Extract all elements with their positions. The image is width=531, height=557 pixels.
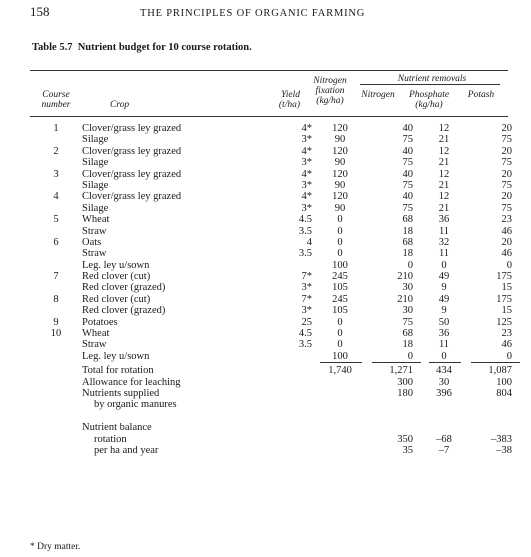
crop-cell: Wheat — [82, 328, 110, 340]
total-rule — [429, 362, 461, 363]
crop-cell: Clover/grass ley grazed — [82, 145, 182, 157]
phosphate-removal-cell: –7 — [438, 444, 450, 456]
nitrogen-removal-cell: 210 — [397, 293, 413, 305]
course-number-cell: 8 — [53, 293, 59, 305]
table-row — [30, 260, 520, 271]
phosphate-removal-cell: 0 — [441, 259, 447, 271]
nitrogen-fixation-cell: 0 — [337, 214, 343, 226]
table-row — [30, 248, 520, 259]
top-rule — [30, 70, 508, 71]
nitrogen-removal-cell: 30 — [402, 282, 413, 294]
crop-cell: Silage — [82, 134, 109, 146]
yield-cell: 4.5 — [298, 214, 312, 226]
yield-cell: 3* — [301, 282, 312, 294]
potash-removal-cell: 175 — [496, 293, 512, 305]
yield-cell: 3.5 — [298, 248, 312, 260]
nitrogen-removal-cell: 75 — [402, 316, 413, 328]
table-row — [30, 328, 520, 339]
course-number-cell — [30, 157, 82, 168]
crop-cell: Red clover (cut) — [82, 271, 151, 283]
table-row — [30, 339, 520, 350]
course-number-cell — [30, 248, 82, 259]
course-number-cell — [30, 434, 82, 445]
nitrogen-fixation-cell: 105 — [332, 282, 348, 294]
yield-cell: 4* — [301, 168, 312, 180]
course-number-cell — [30, 282, 82, 293]
nitrogen-removal-cell: 75 — [402, 157, 413, 169]
yield-cell: 3.5 — [298, 339, 312, 351]
course-number-cell — [30, 260, 82, 271]
table-row — [30, 169, 520, 180]
nitrogen-fixation-cell — [314, 422, 366, 433]
nitrogen-fixation-cell — [314, 388, 366, 399]
course-number-cell: 4 — [53, 191, 59, 203]
phosphate-removal-cell: 49 — [438, 293, 450, 305]
yield-cell: 7* — [301, 271, 312, 283]
nitrogen-fixation-cell: 120 — [332, 168, 348, 180]
potash-removal-cell: 804 — [496, 387, 512, 399]
phosphate-removal-cell: 12 — [438, 123, 450, 134]
nitrogen-fixation-cell: 90 — [334, 134, 346, 146]
table-row — [30, 203, 520, 214]
table-row — [30, 134, 520, 145]
crop-cell: Silage — [82, 202, 109, 214]
summary-label-cell: per ha and year — [94, 444, 159, 456]
potash-removal-cell: 75 — [501, 157, 512, 169]
nitrogen-removal-cell: 40 — [402, 123, 413, 134]
table-caption — [32, 42, 252, 53]
crop-cell: Silage — [82, 157, 109, 169]
header-crop: Crop — [110, 100, 130, 110]
summary-label-cell: Nutrients supplied — [82, 387, 160, 399]
crop-cell: Straw — [82, 225, 107, 237]
nitrogen-removal-cell: 18 — [402, 248, 413, 260]
footnote: * Dry matter. — [30, 542, 81, 552]
total-rule — [372, 362, 421, 363]
page-number: 158 — [30, 4, 50, 19]
nitrogen-removal-cell: 0 — [407, 350, 413, 362]
supplied-row-2 — [30, 399, 520, 410]
yield-cell — [264, 351, 314, 362]
nitrogen-removal-cell: 40 — [402, 145, 413, 157]
yield-cell — [264, 445, 314, 456]
nitrogen-removal-cell: 350 — [397, 433, 413, 445]
table-row — [30, 294, 520, 305]
nitrogen-fixation-cell — [314, 399, 366, 410]
nitrogen-removal-cell: 40 — [402, 168, 413, 180]
phosphate-removal-cell: 21 — [438, 202, 450, 214]
phosphate-removal-cell: 21 — [438, 179, 450, 191]
table-row — [30, 351, 520, 362]
course-number-cell — [30, 399, 82, 410]
header-phosphate: Phosphate (kg/ha) — [408, 90, 450, 110]
crop-cell: Red clover (grazed) — [82, 282, 166, 294]
nitrogen-fixation-cell: 0 — [337, 328, 343, 340]
course-number-cell — [30, 351, 82, 362]
table-row — [30, 157, 520, 168]
potash-removal-cell: –383 — [491, 433, 512, 445]
leaching-row — [30, 377, 520, 388]
phosphate-removal-cell: 9 — [441, 305, 447, 317]
caption-text: Nutrient budget for 10 course rotation. — [77, 42, 252, 53]
table-row — [30, 180, 520, 191]
potash-removal-cell: 75 — [501, 179, 512, 191]
course-number-cell — [30, 362, 82, 376]
potash-removal-cell: 23 — [501, 214, 512, 226]
nitrogen-fixation-cell — [314, 445, 366, 456]
phosphate-removal-cell: 36 — [438, 214, 450, 226]
header-rule — [30, 116, 508, 117]
header-nitrogen: Nitrogen — [361, 90, 395, 100]
nitrogen-fixation-cell — [314, 434, 366, 445]
crop-cell: Straw — [82, 248, 107, 260]
crop-cell: Leg. ley u/sown — [82, 259, 150, 271]
yield-cell: 3* — [301, 134, 312, 146]
potash-removal-cell: 1,087 — [488, 365, 512, 377]
phosphate-removal-cell: 50 — [438, 316, 450, 328]
nitrogen-fixation-cell — [314, 377, 366, 388]
potash-removal-cell: 20 — [501, 145, 512, 157]
table-row — [30, 317, 520, 328]
potash-removal-cell: 15 — [501, 305, 512, 317]
nitrogen-removal-cell — [366, 422, 421, 433]
yield-cell — [264, 399, 314, 410]
nutrient-table — [30, 123, 520, 456]
nitrogen-fixation-cell: 0 — [337, 248, 343, 260]
summary-label-cell: Allowance for leaching — [82, 376, 181, 388]
nitrogen-fixation-cell: 0 — [337, 316, 343, 328]
phosphate-removal-cell: 32 — [438, 236, 450, 248]
yield-cell: 3.5 — [298, 225, 312, 237]
yield-cell: 3* — [301, 305, 312, 317]
course-number-cell — [30, 422, 82, 433]
crop-cell: Red clover (grazed) — [82, 305, 166, 317]
phosphate-removal-cell: 30 — [438, 376, 450, 388]
summary-label-cell: by organic manures — [94, 399, 177, 411]
spacer-row — [30, 411, 520, 422]
potash-removal-cell: 20 — [501, 123, 512, 134]
nitrogen-removal-cell: 180 — [397, 387, 413, 399]
yield-cell: 4* — [301, 145, 312, 157]
yield-cell: 3* — [301, 157, 312, 169]
crop-cell: Clover/grass ley grazed — [82, 168, 182, 180]
crop-cell: Red clover (cut) — [82, 293, 151, 305]
nitrogen-removal-cell: 0 — [407, 259, 413, 271]
potash-removal-cell: –38 — [496, 444, 512, 456]
header-removals: Nutrient removals — [397, 74, 467, 84]
nitrogen-removal-cell: 68 — [402, 328, 413, 340]
potash-removal-cell: 20 — [501, 191, 512, 203]
potash-removal-cell: 175 — [496, 271, 512, 283]
potash-removal-cell: 75 — [501, 134, 512, 146]
course-number-cell: 6 — [53, 236, 59, 248]
balance-per-ha-row — [30, 445, 520, 456]
course-number-cell — [30, 134, 82, 145]
course-number-cell: 2 — [53, 145, 59, 157]
nitrogen-removal-cell: 68 — [402, 236, 413, 248]
summary-label-cell: Nutrient balance — [82, 422, 152, 434]
phosphate-removal-cell: 21 — [438, 157, 450, 169]
phosphate-removal-cell: 11 — [438, 248, 450, 260]
nitrogen-removal-cell: 75 — [402, 179, 413, 191]
yield-cell — [264, 377, 314, 388]
potash-removal-cell: 0 — [506, 259, 512, 271]
yield-cell — [264, 260, 314, 271]
nitrogen-fixation-cell: 1,740 — [328, 365, 352, 377]
nitrogen-removal-cell: 68 — [402, 214, 413, 226]
total-rule — [320, 362, 362, 363]
nitrogen-removal-cell: 40 — [402, 191, 413, 203]
crop-cell: Clover/grass ley grazed — [82, 191, 182, 203]
potash-removal-cell: 20 — [501, 236, 512, 248]
yield-cell: 4* — [301, 123, 312, 134]
yield-cell — [264, 362, 314, 376]
potash-removal-cell: 46 — [501, 225, 512, 237]
header-potash: Potash — [467, 90, 495, 100]
potash-removal-cell — [467, 399, 520, 410]
nitrogen-fixation-cell: 120 — [332, 123, 348, 134]
header-course: Course number — [41, 90, 71, 110]
nitrogen-fixation-cell: 105 — [332, 305, 348, 317]
yield-cell: 3* — [301, 202, 312, 214]
nitrogen-removal-cell: 30 — [402, 305, 413, 317]
nitrogen-fixation-cell: 245 — [332, 293, 348, 305]
nitrogen-removal-cell: 35 — [402, 444, 413, 456]
course-number-cell: 3 — [53, 168, 59, 180]
nitrogen-fixation-cell: 90 — [334, 202, 346, 214]
caption-label: Table 5.7 — [32, 42, 73, 53]
crop-cell: Clover/grass ley grazed — [82, 123, 182, 134]
nitrogen-removal-cell: 75 — [402, 202, 413, 214]
summary-label-cell: Total for rotation — [82, 365, 154, 377]
course-number-cell — [30, 203, 82, 214]
header-yield: Yield (t/ha) — [278, 90, 300, 110]
yield-cell — [264, 422, 314, 433]
crop-cell: Oats — [82, 236, 102, 248]
crop-cell: Potatoes — [82, 316, 118, 328]
phosphate-removal-cell: 21 — [438, 134, 450, 146]
phosphate-removal-cell: 0 — [441, 350, 447, 362]
table-row — [30, 282, 520, 293]
nitrogen-removal-cell: 18 — [402, 339, 413, 351]
nitrogen-fixation-cell: 120 — [332, 145, 348, 157]
potash-removal-cell: 75 — [501, 202, 512, 214]
table-row — [30, 146, 520, 157]
course-number-cell — [30, 377, 82, 388]
course-number-cell — [30, 388, 82, 399]
potash-removal-cell: 46 — [501, 248, 512, 260]
table-row — [30, 237, 520, 248]
nitrogen-removal-cell — [366, 399, 421, 410]
nitrogen-removal-cell: 1,271 — [389, 365, 413, 377]
potash-removal-cell: 0 — [506, 350, 512, 362]
course-number-cell: 10 — [50, 328, 62, 340]
course-number-cell: 1 — [53, 123, 59, 134]
yield-cell: 4 — [306, 236, 312, 248]
phosphate-removal-cell: 9 — [441, 282, 447, 294]
yield-cell: 7* — [301, 293, 312, 305]
yield-cell — [264, 388, 314, 399]
yield-cell: 3* — [301, 179, 312, 191]
total-row — [30, 362, 520, 376]
phosphate-removal-cell — [421, 422, 467, 433]
nitrogen-fixation-cell: 90 — [334, 157, 346, 169]
yield-cell: 4* — [301, 191, 312, 203]
potash-removal-cell: 125 — [496, 316, 512, 328]
removals-rule — [360, 84, 500, 85]
phosphate-removal-cell: 12 — [438, 168, 450, 180]
phosphate-removal-cell: 49 — [438, 271, 450, 283]
phosphate-removal-cell: 12 — [438, 191, 450, 203]
nitrogen-removal-cell: 300 — [397, 376, 413, 388]
potash-removal-cell: 15 — [501, 282, 512, 294]
phosphate-removal-cell — [421, 399, 467, 410]
course-number-cell: 9 — [53, 316, 59, 328]
potash-removal-cell: 23 — [501, 328, 512, 340]
yield-cell: 25 — [301, 316, 312, 328]
table-row — [30, 191, 520, 202]
crop-cell: Wheat — [82, 214, 110, 226]
yield-cell: 4.5 — [298, 328, 312, 340]
running-head: THE PRINCIPLES OF ORGANIC FARMING — [140, 8, 366, 19]
potash-removal-cell: 46 — [501, 339, 512, 351]
nitrogen-fixation-cell: 0 — [337, 225, 343, 237]
phosphate-removal-cell: 396 — [436, 387, 452, 399]
phosphate-removal-cell: 12 — [438, 145, 450, 157]
course-number-cell: 5 — [53, 214, 59, 226]
nitrogen-removal-cell: 75 — [402, 134, 413, 146]
table-row — [30, 226, 520, 237]
nitrogen-fixation-cell: 120 — [332, 191, 348, 203]
course-number-cell — [30, 339, 82, 350]
table-row — [30, 214, 520, 225]
phosphate-removal-cell: –68 — [436, 433, 452, 445]
balance-row — [30, 422, 520, 433]
nitrogen-removal-cell: 18 — [402, 225, 413, 237]
course-number-cell — [30, 305, 82, 316]
total-rule — [471, 362, 520, 363]
header-nfix: Nitrogen fixation (kg/ha) — [313, 76, 347, 106]
potash-removal-cell — [467, 422, 520, 433]
course-number-cell — [30, 445, 82, 456]
nitrogen-fixation-cell: 100 — [332, 350, 348, 362]
crop-cell: Silage — [82, 179, 109, 191]
table-row — [30, 305, 520, 316]
table-row — [30, 271, 520, 282]
course-number-cell: 7 — [53, 271, 59, 283]
nitrogen-fixation-cell: 0 — [337, 339, 343, 351]
nitrogen-fixation-cell: 0 — [337, 236, 343, 248]
summary-label-cell: rotation — [94, 433, 127, 445]
balance-rotation-row — [30, 434, 520, 445]
crop-cell: Leg. ley u/sown — [82, 350, 150, 362]
crop-cell: Straw — [82, 339, 107, 351]
nitrogen-fixation-cell: 100 — [332, 259, 348, 271]
nitrogen-fixation-cell: 90 — [334, 179, 346, 191]
yield-cell — [264, 434, 314, 445]
table-row — [30, 123, 520, 134]
phosphate-removal-cell: 434 — [436, 365, 452, 377]
potash-removal-cell: 100 — [496, 376, 512, 388]
phosphate-removal-cell: 11 — [438, 339, 450, 351]
course-number-cell — [30, 226, 82, 237]
supplied-row — [30, 388, 520, 399]
course-number-cell — [30, 180, 82, 191]
potash-removal-cell: 20 — [501, 168, 512, 180]
phosphate-removal-cell: 36 — [438, 328, 450, 340]
nitrogen-fixation-cell: 245 — [332, 271, 348, 283]
phosphate-removal-cell: 11 — [438, 225, 450, 237]
nitrogen-removal-cell: 210 — [397, 271, 413, 283]
